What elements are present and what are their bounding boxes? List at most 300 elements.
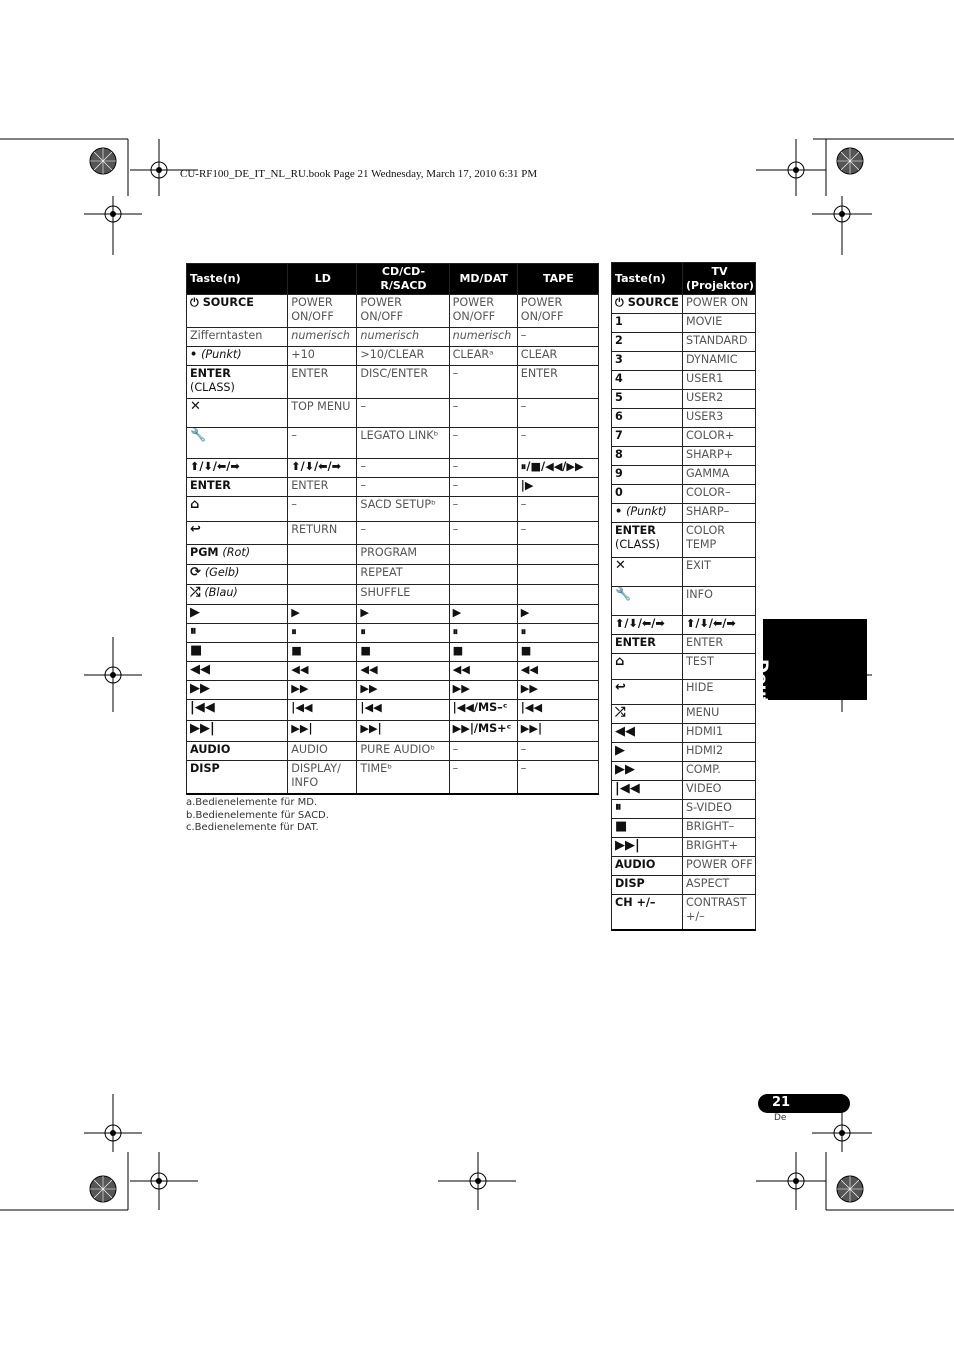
table-cell: CLEARᵃ (449, 347, 517, 366)
table-cell: ⬆/⬇/⬅/➡ (683, 616, 756, 635)
row-key (612, 371, 683, 390)
table-row (612, 333, 756, 352)
row-key (187, 328, 288, 347)
row-key (187, 742, 288, 761)
col-header-tape: TAPE (517, 264, 598, 295)
row-key (612, 635, 683, 654)
table-cell: ◀◀ (288, 662, 357, 681)
table-cell: AUDIO (288, 742, 357, 761)
row-key (187, 399, 288, 428)
table-row (612, 781, 756, 800)
row-key-label: 🔧 (615, 587, 632, 602)
table-cell: CLEAR (517, 347, 598, 366)
table-cell: – (449, 761, 517, 794)
table-row (612, 587, 756, 616)
row-key (612, 838, 683, 857)
language-side-tab-label: Deutsch (751, 659, 771, 738)
row-key (612, 876, 683, 895)
row-key-label: ⌂ (190, 497, 200, 512)
table-cell: – (449, 399, 517, 428)
table-cell: POWER ON/OFF (449, 295, 517, 328)
table-cell: ■ (449, 643, 517, 662)
table-cell: POWER ON/OFF (517, 295, 598, 328)
table-cell: DISC/ENTER (357, 366, 449, 399)
table-cell: POWER ON/OFF (288, 295, 357, 328)
row-key (187, 700, 288, 721)
row-key (612, 466, 683, 485)
row-key-label: ◀◀ (615, 724, 635, 739)
footnote-a: a.Bedienelemente für MD. (186, 797, 318, 808)
table-cell: numerisch (449, 328, 517, 347)
table-cell: DYNAMIC (683, 352, 756, 371)
table-cell: COLOR– (683, 485, 756, 504)
footnote-b: b.Bedienelemente für SACD. (186, 809, 329, 821)
table-row (612, 523, 756, 558)
row-key-label: ▶▶ (190, 681, 210, 696)
row-key (187, 478, 288, 497)
table-cell: POWER OFF (683, 857, 756, 876)
table-row (612, 314, 756, 333)
row-key-label: ⏻ SOURCE (190, 296, 254, 309)
table-row (612, 680, 756, 705)
row-key-sub: (CLASS) (615, 538, 660, 551)
table-row (187, 295, 599, 328)
table-row (187, 399, 599, 428)
page-number: 21 (772, 1095, 791, 1110)
row-key-label: ▶ (615, 743, 625, 758)
row-key (612, 680, 683, 705)
table-cell: HIDE (683, 680, 756, 705)
row-key-label: 6 (615, 410, 623, 423)
row-key (612, 819, 683, 838)
table-cell: – (517, 497, 598, 522)
row-key-label: ⤮ (615, 705, 626, 720)
table-cell: ■ (357, 643, 449, 662)
row-key (612, 409, 683, 428)
table-row (187, 565, 599, 585)
table-cell: ⏸ (357, 624, 449, 643)
table-cell: – (517, 328, 598, 347)
table-cell: ◀◀ (357, 662, 449, 681)
table-cell (288, 545, 357, 565)
row-key-label: ⟳ (190, 565, 201, 580)
row-key-sub: (Gelb) (204, 566, 240, 579)
row-key (187, 347, 288, 366)
table-row (187, 497, 599, 522)
table-row (187, 721, 599, 742)
table-cell: POWER ON/OFF (357, 295, 449, 328)
table-cell: INFO (683, 587, 756, 616)
table-row (612, 295, 756, 314)
table-cell (517, 585, 598, 605)
table-cell: – (449, 366, 517, 399)
row-key-label: AUDIO (190, 743, 231, 756)
table-row (187, 478, 599, 497)
table-row (612, 705, 756, 724)
table-cell: COMP. (683, 762, 756, 781)
row-key-label: 8 (615, 448, 623, 461)
row-key (187, 295, 288, 328)
row-key (612, 558, 683, 587)
row-key (187, 585, 288, 605)
row-key-label: |◀◀ (615, 781, 640, 796)
row-key (612, 428, 683, 447)
table-row (187, 643, 599, 662)
table-cell: ENTER (683, 635, 756, 654)
table-cell: GAMMA (683, 466, 756, 485)
table-cell: TOP MENU (288, 399, 357, 428)
table-cell: ▶ (449, 605, 517, 624)
table-cell: USER2 (683, 390, 756, 409)
table-row (187, 522, 599, 545)
table-row (612, 762, 756, 781)
table-row (187, 585, 599, 605)
table-cell: USER1 (683, 371, 756, 390)
row-key-label: ▶ (190, 605, 200, 620)
table-cell: ⬆/⬇/⬅/➡ (288, 459, 357, 478)
table-cell: ◀◀ (449, 662, 517, 681)
table-cell: – (288, 428, 357, 459)
table-cell: VIDEO (683, 781, 756, 800)
table-cell: MENU (683, 705, 756, 724)
row-key-label: CH +/– (615, 896, 656, 909)
table-cell: STANDARD (683, 333, 756, 352)
table-cell: ASPECT (683, 876, 756, 895)
row-key (612, 654, 683, 680)
table-row (612, 428, 756, 447)
table-cell: |◀◀/MS–ᶜ (449, 700, 517, 721)
table-row (612, 447, 756, 466)
page-number-badge (758, 1094, 850, 1113)
table-cell: – (449, 522, 517, 545)
table-cell: HDMI1 (683, 724, 756, 743)
row-key (187, 522, 288, 545)
table-cell: – (517, 742, 598, 761)
table-cell: +10 (288, 347, 357, 366)
col-header-keys: Taste(n) (187, 264, 288, 295)
tv-table-body (612, 295, 756, 930)
table-cell: – (357, 459, 449, 478)
row-key (612, 295, 683, 314)
table-row (612, 895, 756, 930)
table-cell: ■ (288, 643, 357, 662)
row-key-label: ⤮ (190, 585, 201, 600)
row-key-label: ▶▶| (190, 721, 215, 736)
table-row (612, 857, 756, 876)
tv-col-header-tv: TV (Projektor) (683, 263, 756, 295)
table-cell: – (449, 742, 517, 761)
row-key (187, 565, 288, 585)
row-key (612, 857, 683, 876)
footnote-c: c.Bedienelemente für DAT. (186, 822, 319, 833)
table-cell: USER3 (683, 409, 756, 428)
row-key-label: ⏸ (190, 624, 197, 639)
row-key-label: |◀◀ (190, 700, 215, 715)
table-row (612, 409, 756, 428)
row-key-sub: (Rot) (222, 546, 251, 559)
table-cell: – (357, 399, 449, 428)
table-row (612, 558, 756, 587)
row-key (187, 643, 288, 662)
table-cell: S-VIDEO (683, 800, 756, 819)
table-cell: LEGATO LINKᵇ (357, 428, 449, 459)
row-key (612, 447, 683, 466)
row-key-label: ↩ (190, 522, 201, 537)
table-cell: – (449, 459, 517, 478)
table-cell: ■ (517, 643, 598, 662)
row-key (612, 504, 683, 523)
row-key-label: 9 (615, 467, 623, 480)
table-row (187, 761, 599, 794)
row-key (612, 781, 683, 800)
table-cell: ▶▶| (357, 721, 449, 742)
table-row (612, 743, 756, 762)
table-cell (517, 545, 598, 565)
row-key-label: 4 (615, 372, 623, 385)
row-key (612, 352, 683, 371)
table-cell: ▶▶|/MS+ᶜ (449, 721, 517, 742)
table-row (612, 819, 756, 838)
row-key-label: 7 (615, 429, 623, 442)
row-key-label: ⏻ SOURCE (615, 296, 679, 309)
table-cell: ⏸ (449, 624, 517, 643)
table-cell: POWER ON (683, 295, 756, 314)
table-row (612, 371, 756, 390)
table-cell (449, 585, 517, 605)
row-key (612, 523, 683, 558)
table-row (187, 328, 599, 347)
table-cell: ⏸ (517, 624, 598, 643)
table-row (612, 485, 756, 504)
row-key (612, 314, 683, 333)
table-row (187, 681, 599, 700)
row-key-label: ENTER (615, 524, 656, 537)
row-key-label: ⬆/⬇/⬅/➡ (615, 617, 665, 630)
row-key (612, 724, 683, 743)
row-key-label: ✕ (190, 399, 201, 414)
table-cell: HDMI2 (683, 743, 756, 762)
table-cell (517, 565, 598, 585)
row-key (187, 662, 288, 681)
table-cell: ENTER (517, 366, 598, 399)
table-cell: SHUFFLE (357, 585, 449, 605)
table-cell: DISPLAY/ INFO (288, 761, 357, 794)
row-key-label: 5 (615, 391, 623, 404)
table-cell: – (288, 497, 357, 522)
table-row (187, 347, 599, 366)
row-key-label: ■ (190, 643, 203, 658)
table-cell: PROGRAM (357, 545, 449, 565)
table-cell: ▶ (517, 605, 598, 624)
table-cell: |▶ (517, 478, 598, 497)
row-key-sub: (Blau) (204, 586, 238, 599)
page-language: De (774, 1113, 787, 1123)
row-key (612, 895, 683, 930)
table-cell: RETURN (288, 522, 357, 545)
table-cell: – (517, 428, 598, 459)
table-cell (288, 585, 357, 605)
table-cell: COLOR+ (683, 428, 756, 447)
table-cell: – (357, 478, 449, 497)
table-cell: CONTRAST +/– (683, 895, 756, 930)
tv-col-header-keys: Taste(n) (612, 263, 683, 295)
table-cell: MOVIE (683, 314, 756, 333)
row-key-label: ✕ (615, 558, 626, 573)
table-cell: COLOR TEMP (683, 523, 756, 558)
row-key (187, 459, 288, 478)
table-row (187, 459, 599, 478)
row-key-label: AUDIO (615, 858, 656, 871)
row-key-label: ⬆/⬇/⬅/➡ (190, 460, 240, 473)
row-key (187, 624, 288, 643)
table-cell: – (517, 399, 598, 428)
table-cell: – (449, 478, 517, 497)
table-row (187, 428, 599, 459)
table-cell: – (449, 428, 517, 459)
table-cell: ▶▶ (517, 681, 598, 700)
table-cell: EXIT (683, 558, 756, 587)
row-key-label: DISP (190, 762, 220, 775)
row-key-label: ◀◀ (190, 662, 210, 677)
table-row (612, 352, 756, 371)
table-cell: TIMEᵇ (357, 761, 449, 794)
table-row (612, 616, 756, 635)
row-key (187, 366, 288, 399)
main-remote-table (186, 263, 599, 795)
table-cell: – (357, 522, 449, 545)
table-cell: PURE AUDIOᵇ (357, 742, 449, 761)
table-row (187, 700, 599, 721)
table-cell: ⏸ (288, 624, 357, 643)
table-row (612, 838, 756, 857)
table-cell: ▶▶ (449, 681, 517, 700)
row-key-sub: (Punkt) (201, 348, 242, 361)
table-row (612, 800, 756, 819)
row-key-label: ENTER (190, 479, 231, 492)
row-key (612, 333, 683, 352)
table-row (187, 545, 599, 565)
table-row (612, 390, 756, 409)
table-cell: – (517, 761, 598, 794)
table-row (187, 624, 599, 643)
row-key (187, 761, 288, 794)
col-header-ld: LD (288, 264, 357, 295)
row-key (612, 800, 683, 819)
table-cell: >10/CLEAR (357, 347, 449, 366)
table-cell: ▶ (288, 605, 357, 624)
table-row (612, 876, 756, 895)
row-key (187, 428, 288, 459)
row-key-label: 2 (615, 334, 623, 347)
table-row (612, 724, 756, 743)
row-key-label: 🔧 (190, 428, 207, 443)
row-key-label: 3 (615, 353, 623, 366)
table-cell: numerisch (357, 328, 449, 347)
row-key-label: ■ (615, 819, 628, 834)
row-key-label: Zifferntasten (190, 329, 263, 342)
table-row (187, 605, 599, 624)
table-cell: ENTER (288, 478, 357, 497)
table-cell: SHARP– (683, 504, 756, 523)
table-cell: ▶▶ (357, 681, 449, 700)
row-key-label: ENTER (190, 367, 231, 380)
row-key (612, 390, 683, 409)
row-key-label: ↩ (615, 680, 626, 695)
table-cell: ◀◀ (517, 662, 598, 681)
table-cell: TEST (683, 654, 756, 680)
row-key-label: • (615, 505, 623, 518)
table-cell: ▶▶| (517, 721, 598, 742)
table-cell (449, 565, 517, 585)
row-key-sub: (CLASS) (190, 381, 235, 394)
row-key (612, 762, 683, 781)
row-key (187, 497, 288, 522)
row-key-label: ENTER (615, 636, 656, 649)
table-cell (449, 545, 517, 565)
table-row (612, 466, 756, 485)
table-cell: ▶▶ (288, 681, 357, 700)
row-key (612, 587, 683, 616)
row-key-label: ⌂ (615, 654, 625, 669)
language-side-tab (751, 619, 867, 738)
table-cell: – (449, 497, 517, 522)
row-key (612, 705, 683, 724)
table-row (187, 366, 599, 399)
table-cell: numerisch (288, 328, 357, 347)
table-row (612, 654, 756, 680)
table-cell: |◀◀ (517, 700, 598, 721)
table-row (612, 635, 756, 654)
table-row (612, 504, 756, 523)
table-cell: ENTER (288, 366, 357, 399)
row-key-label: ⏸ (615, 800, 622, 815)
col-header-md: MD/DAT (449, 264, 517, 295)
row-key (187, 721, 288, 742)
row-key-label: 1 (615, 315, 623, 328)
row-key (187, 545, 288, 565)
table-cell: ▶▶| (288, 721, 357, 742)
table-cell (288, 565, 357, 585)
table-cell: – (517, 522, 598, 545)
table-row (187, 662, 599, 681)
table-cell: |◀◀ (357, 700, 449, 721)
col-header-cd: CD/CD-R/SACD (357, 264, 449, 295)
row-key (612, 485, 683, 504)
row-key-label: ▶▶ (615, 762, 635, 777)
table-row (187, 742, 599, 761)
table-cell: BRIGHT+ (683, 838, 756, 857)
table-cell: ▶ (357, 605, 449, 624)
table-cell: ⏸/■/◀◀/▶▶ (517, 459, 598, 478)
row-key (187, 605, 288, 624)
table-cell: BRIGHT– (683, 819, 756, 838)
table-cell: |◀◀ (288, 700, 357, 721)
row-key-label: PGM (190, 546, 219, 559)
table-cell: SACD SETUPᵇ (357, 497, 449, 522)
table-cell: REPEAT (357, 565, 449, 585)
row-key-label: • (190, 348, 198, 361)
table-cell: SHARP+ (683, 447, 756, 466)
row-key-label: 0 (615, 486, 623, 499)
row-key (187, 681, 288, 700)
tv-remote-table (611, 262, 756, 931)
row-key-label: ▶▶| (615, 838, 640, 853)
footnotes (186, 797, 329, 835)
row-key (612, 616, 683, 635)
row-key-label: DISP (615, 877, 645, 890)
main-table-body (187, 295, 599, 794)
row-key (612, 743, 683, 762)
